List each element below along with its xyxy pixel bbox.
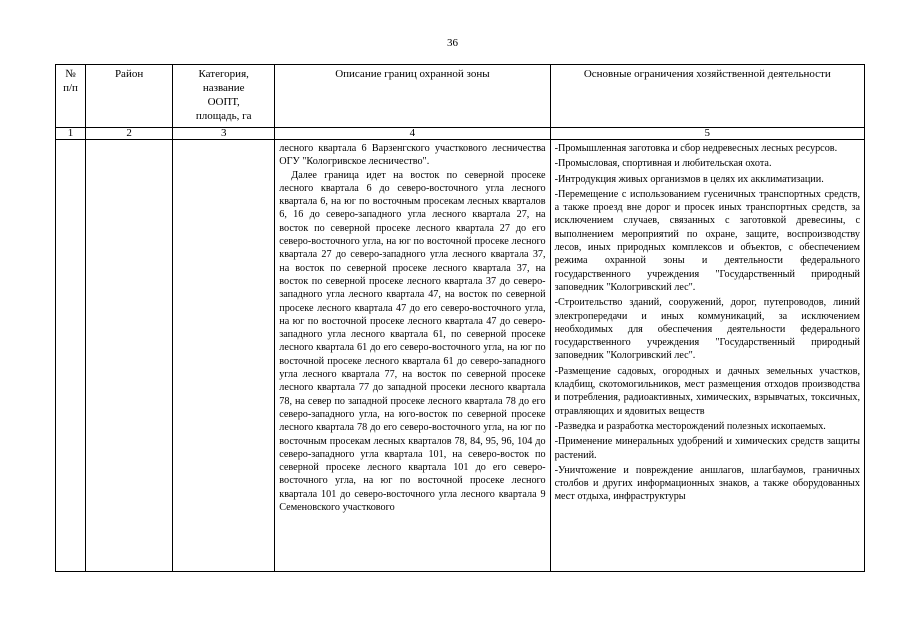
restriction-item: -Строительство зданий, сооружений, дорог, путепроводов, линий электропередачи и иных коммуникаций, за исключением необходимых для обеспечения деятельности федерального государственного учреждения "Государственный природный заповедник "Кологривский лес". (554, 297, 860, 362)
restriction-item: -Перемещение с использованием гусеничных транспортных средств, а также проезд вне дорог и просек иных транспортных средств, за исключением случаев, связанных с заготовкой древесины, с выполнением мероприятий по охране, защите, воспроизводству лесов, иных природных комплексов и объектов, с обеспечением режима охранной зоны и деятельности федерального государственного учреждения "Государственный природный заповедник "Кологривский лес". (554, 188, 860, 293)
page-number: 36 (447, 37, 458, 49)
column-number: 4 (275, 128, 550, 140)
header-category: Категория, название ООПТ, площадь, га (173, 65, 275, 128)
restriction-item: -Размещение садовых, огородных и дачных земельных участков, кладбищ, скотомогильников, мест размещения отходов производства и потребления, радиоактивных, химических, взрывчатых, токсичных, отравляющих и ядовитых веществ (554, 365, 860, 417)
table-row (56, 140, 865, 572)
cell-number (56, 140, 86, 572)
header-district: Район (86, 65, 173, 128)
column-number: 3 (173, 128, 275, 140)
cell-restrictions (550, 140, 864, 572)
column-number-row (56, 128, 865, 140)
restriction-item: -Уничтожение и повреждение аншлагов, шлагбаумов, граничных столбов и других информационных знаков, а также оборудованных мест отдыха, инфраструктуры (554, 464, 860, 503)
restriction-item: -Интродукция живых организмов в целях их акклиматизации. (554, 173, 824, 185)
protection-zone-table (55, 64, 865, 572)
header-boundary-description: Описание границ охранной зоны (275, 65, 550, 128)
restriction-item: -Промышленная заготовка и сбор недревесных лесных ресурсов. (554, 143, 838, 154)
column-number: 2 (86, 128, 173, 140)
cell-boundary-description (275, 140, 550, 572)
restriction-item: -Применение минеральных удобрений и химических средств защиты растений. (554, 436, 860, 461)
description-paragraph: Далее граница идет на восток по северной просеке лесного квартала 6 до северо-восточного угла лесного квартала 6, на юг по восточным просекам лесных кварталов 6, 16 до северо-западного угла лесного квартала 27, на восток по северной просеке лесного квартала 27 до его северо-восточного угла, на юг по восточной просеке лесного квартала 27 до северо-западного угла лесного квартала 37, на восток по северной просеке лесного квартала 37, на восток по северной просеке лесного квартала 37 до северо-западного угла лесного квартала 47, на восток по северной просеке лесного квартала 47 до его северо-восточного угла, на юг по восточной просеке лесного квартала 47 до северо-западного угла лесного квартала 61, по северной просеке лесного квартала 61 до его северо-восточного угла, на юг по восточной просеке лесного квартала 61 до северо-западного угла лесного квартала 77, на восток по северной просеке лесного квартала 77 до западной просеки лесного квартала 78, на север по западной просеке лесного квартала 78 до его северо-западного угла, на юго-восток по северной просеке лесного квартала 78 до его северо-восточного угла, на юг по восточным просекам лесных кварталов 78, 84, 95, 96, 104 до северо-западного угла квартала 101, на северо-восток по северной просеке лесного квартала 101 до его северо-восточного угла, на юг по восточной просеке лесного квартала 101 до северо-восточного угла лесного квартала 9 Семеновского участкового (279, 169, 546, 514)
header-number: № п/п (56, 65, 86, 128)
column-number: 1 (56, 128, 86, 140)
column-number: 5 (550, 128, 864, 140)
restriction-item: -Разведка и разработка месторождений полезных ископаемых. (554, 420, 826, 432)
header-restrictions: Основные ограничения хозяйственной деятельности (550, 65, 864, 128)
cell-district (86, 140, 173, 572)
description-paragraph: лесного квартала 6 Варзенгского участкового лесничества ОГУ "Кологривское лесничество". (279, 143, 546, 168)
cell-category (173, 140, 275, 572)
header-row (56, 65, 865, 128)
restriction-item: -Промысловая, спортивная и любительская охота. (554, 158, 772, 170)
